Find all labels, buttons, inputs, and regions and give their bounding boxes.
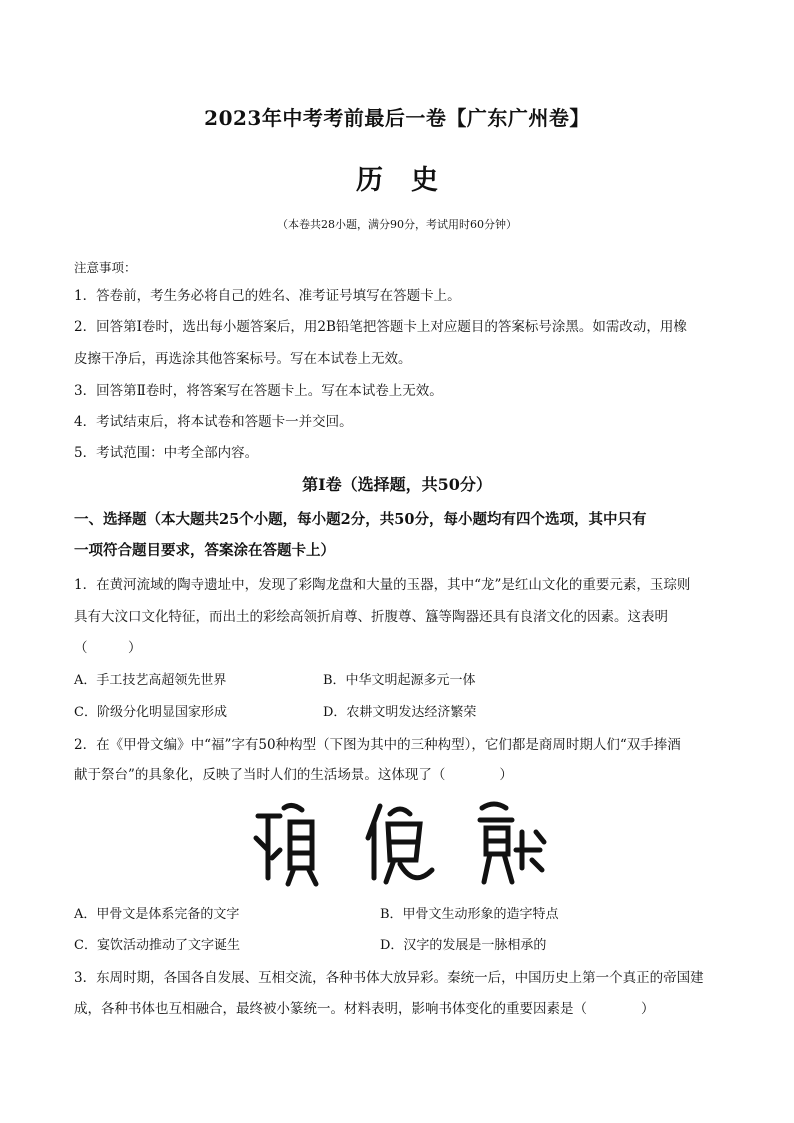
exam-info: （本卷共28小题，满分90分，考试用时60分钟） [277, 218, 517, 231]
section-title: 第Ⅰ卷（选择题，共50分） [302, 475, 492, 494]
question-2-line-2: 献于祭台”的具象化，反映了当时人们的生活场景。这体现了（ ） [74, 767, 513, 783]
notes-heading: 注意事项： [74, 260, 137, 275]
subject-title: 历史 [356, 165, 466, 196]
question-1-option-a: A．手工技艺高超领先世界 [74, 673, 227, 688]
question-3-line-2: 成，各种书体也互相融合，最终被小篆统一。材料表明，影响书体变化的重要因素是（ ） [74, 1001, 655, 1017]
question-1-line-2: 具有大汶口文化特征，而出土的彩绘高领折肩尊、折腹尊、簋等陶器还具有良渚文化的因素。这表明 [74, 609, 668, 625]
paper-title: 2023年中考考前最后一卷【广东广州卷】 [204, 106, 590, 130]
question-1-line-1: 1．在黄河流域的陶寺遗址中，发现了彩陶龙盘和大量的玉器，其中“龙”是红山文化的重要元素，玉琮则 [74, 577, 691, 593]
question-2-option-b: B．甲骨文生动形象的造字特点 [380, 907, 559, 922]
question-1-option-b: B．中华文明起源多元一体 [323, 673, 476, 688]
note-item-5: 5．考试范围：中考全部内容。 [74, 445, 259, 461]
question-1-answer-blank: （ ） [74, 640, 142, 656]
section-instruction-line-2: 一项符合题目要求，答案涂在答题卡上） [74, 542, 335, 559]
question-2-option-a: A．甲骨文是体系完备的文字 [74, 907, 240, 922]
fu-glyph-variant-1-icon [250, 798, 550, 890]
section-instruction-line-1: 一、选择题（本大题共25个小题，每小题2分，共50分，每小题均有四个选项，其中只有 [74, 511, 647, 528]
oracle-bone-glyph-figure [250, 798, 550, 890]
question-1-option-c: C．阶级分化明显国家形成 [74, 705, 227, 720]
question-1-option-d: D．农耕文明发达经济繁荣 [323, 705, 477, 720]
note-item-4: 4．考试结束后，将本试卷和答题卡一并交回。 [74, 414, 353, 430]
note-item-1: 1．答卷前，考生务必将自己的姓名、准考证号填写在答题卡上。 [74, 288, 461, 304]
note-item-2-cont: 皮擦干净后，再选涂其他答案标号。写在本试卷上无效。 [74, 351, 412, 367]
question-2-line-1: 2．在《甲骨文编》中“福”字有50种构型（下图为其中的三种构型），它们都是商周时期人们“双手捧酒 [74, 737, 681, 753]
question-2-option-d: D．汉字的发展是一脉相承的 [380, 938, 547, 953]
question-2-option-c: C．宴饮活动推动了文字诞生 [74, 938, 240, 953]
note-item-3: 3．回答第Ⅱ卷时，将答案写在答题卡上。写在本试卷上无效。 [74, 383, 443, 399]
question-3-line-1: 3．东周时期，各国各自发展、互相交流，各种书体大放异彩。秦统一后，中国历史上第一个真正的帝国建 [74, 970, 704, 986]
note-item-2: 2．回答第Ⅰ卷时，选出每小题答案后，用2B铅笔把答题卡上对应题目的答案标号涂黑。如需改动，用橡 [74, 319, 687, 335]
